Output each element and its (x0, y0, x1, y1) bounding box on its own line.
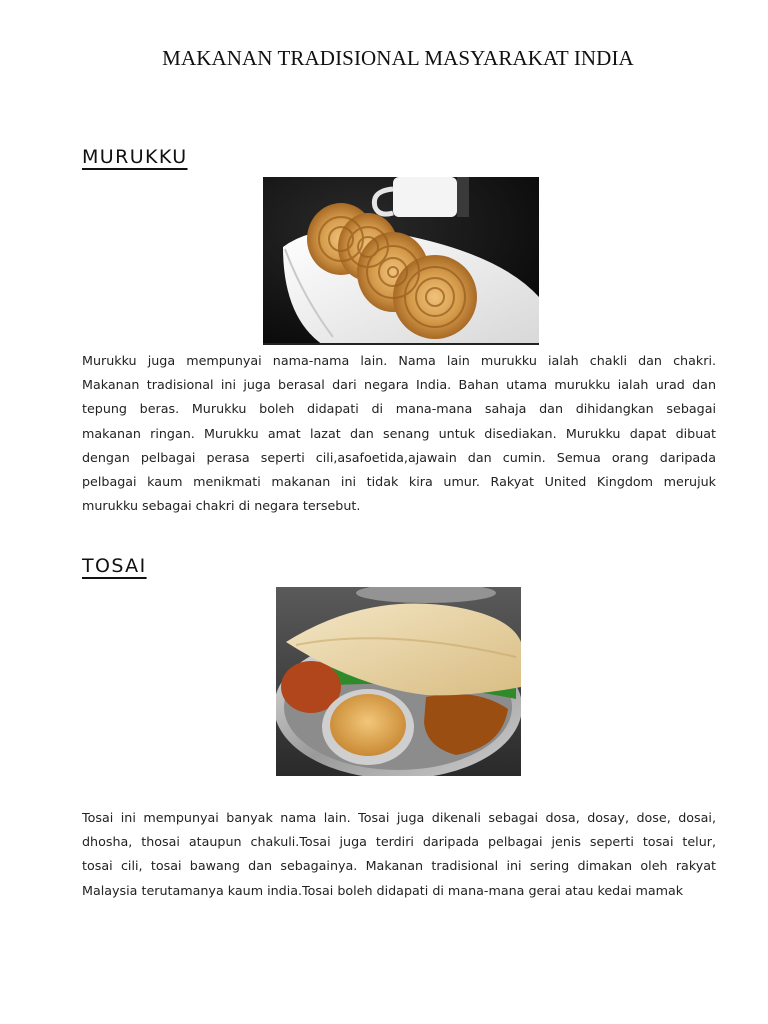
paragraph-line: murukku sebagai chakri di negara tersebut. (82, 498, 361, 514)
murukku-photo (263, 177, 539, 345)
tosai-paragraph (82, 806, 716, 903)
paragraph-line: Murukku juga mempunyai nama-nama lain. Nama lain murukku ialah chakli dan chakri. (82, 353, 716, 368)
section-heading-tosai: TOSAI (82, 555, 147, 577)
tosai-photo (276, 587, 521, 776)
paragraph-line: dhosha, thosai ataupun chakuli.Tosai juga terdiri daripada pelbagai jenis seperti tosai telur, (82, 834, 716, 850)
paragraph-line: Tosai ini mempunyai banyak nama lain. Tosai juga dikenali sebagai dosa, dosay, dose, dosai, (82, 810, 716, 825)
paragraph-line: tosai cili, tosai bawang dan sebagainya. Makanan tradisional ini sering dimakan oleh rakyat (82, 858, 716, 874)
section-heading-murukku: MURUKKU (82, 146, 188, 168)
paragraph-line: dengan pelbagai perasa seperti cili,asafoetida,ajawain dan cumin. Semua orang daripada (82, 449, 716, 465)
paragraph-line: pelbagai kaum menikmati makanan ini tidak kira umur. Rakyat United Kingdom merujuk (82, 474, 716, 490)
paragraph-line: Makanan tradisional ini juga berasal dari negara India. Bahan utama murukku ialah urad dan (82, 377, 716, 393)
paragraph-line: Malaysia terutamanya kaum india.Tosai boleh didapati di mana-mana gerai atau kedai mamak (82, 882, 684, 898)
murukku-paragraph (82, 349, 716, 518)
paragraph-line: tepung beras. Murukku boleh didapati di mana-mana sahaja dan dihidangkan sebagai (82, 401, 716, 417)
paragraph-line: makanan ringan. Murukku amat lazat dan senang untuk disediakan. Murukku dapat dibuat (82, 425, 716, 441)
page-title: MAKANAN TRADISIONAL MASYARAKAT INDIA (162, 46, 634, 70)
